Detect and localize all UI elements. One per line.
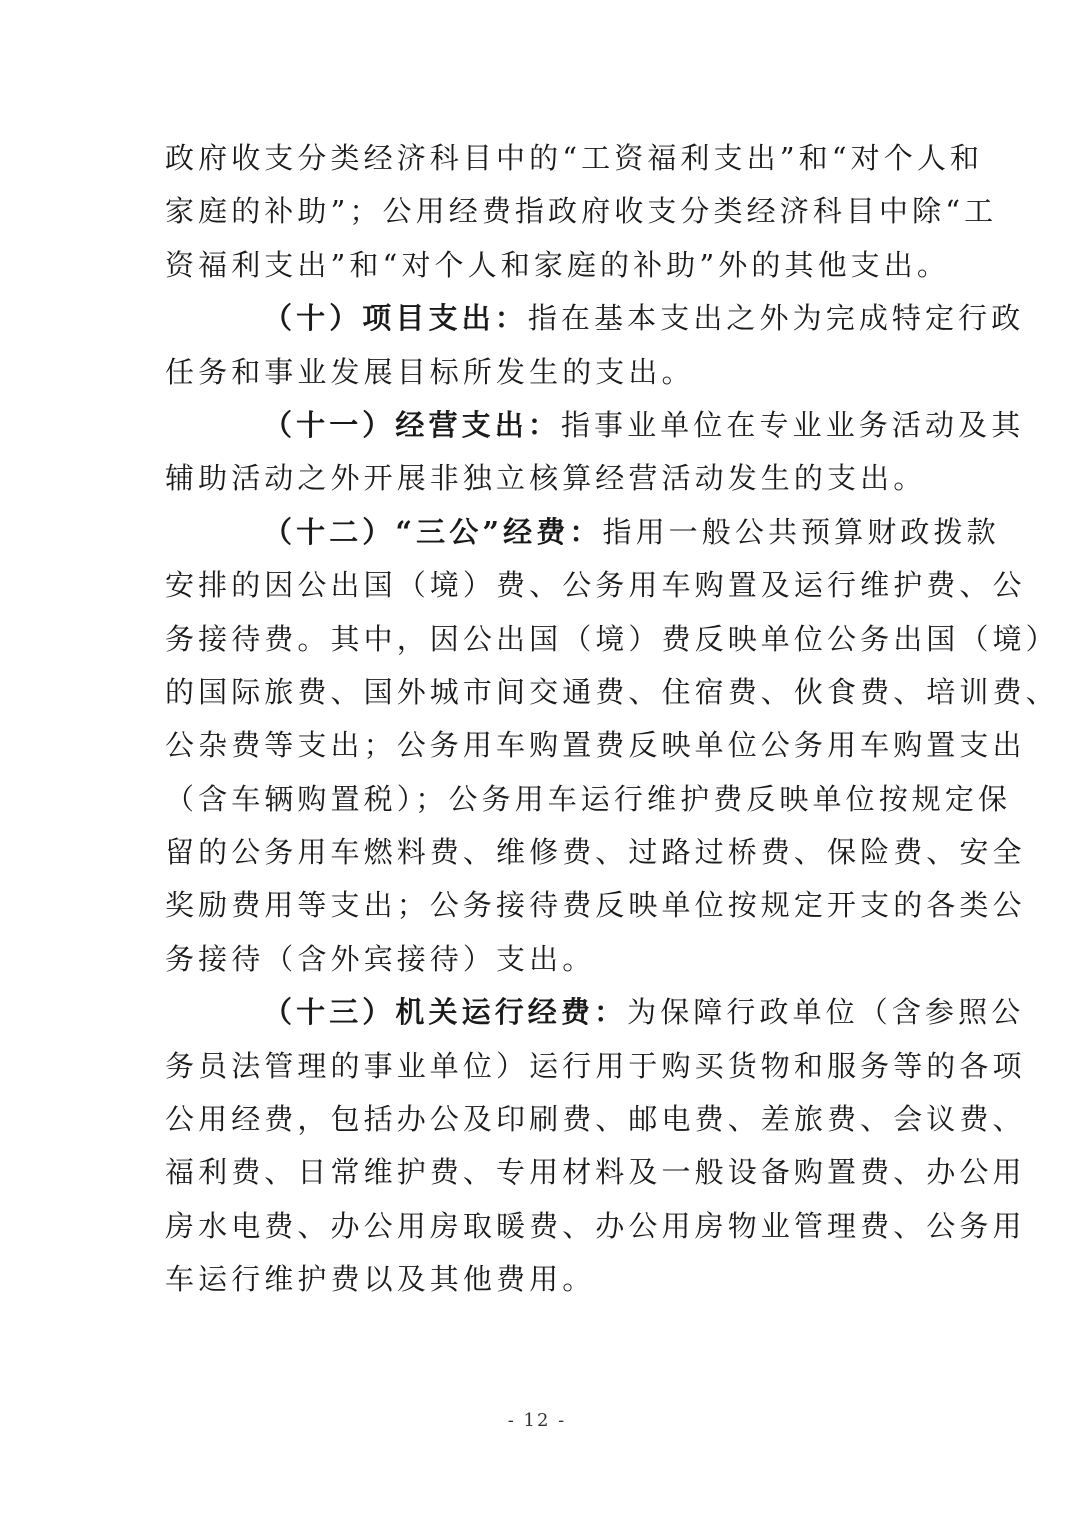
section-text: 为保障行政单位（含参照公: [627, 995, 1025, 1030]
text-line: 房水电费、办公用房取暖费、办公用房物业管理费、公务用: [165, 1208, 1026, 1243]
section-heading: （十）项目支出：: [263, 301, 528, 336]
text-line: 务接待（含外宾接待）支出。: [165, 941, 596, 976]
text-line: 奖励费用等支出；公务接待费反映单位按规定开支的各类公: [165, 888, 1026, 923]
page-number: - 12 -: [507, 1410, 567, 1431]
section-text: 指事业单位在专业业务活动及其: [560, 407, 1025, 442]
text-line: 留的公务用车燃料费、维修费、过路过桥费、保险费、安全: [165, 835, 1026, 870]
section-12-first-line: [165, 506, 1000, 559]
section-text: 指用一般公共预算财政拨款: [602, 514, 1000, 549]
text-line: 务员法管理的事业单位）运行用于购买货物和服务等的各项: [165, 1048, 1026, 1083]
text-line: 车运行维护费以及其他费用。: [165, 1262, 596, 1297]
section-13-first-line: [165, 986, 1025, 1039]
text-line: 任务和事业发展目标所发生的支出。: [165, 354, 695, 389]
text-line: 政府收支分类经济科目中的“工资福利支出”和“对个人和: [165, 141, 984, 175]
text-line: 资福利支出”和“对个人和家庭的补助”外的其他支出。: [165, 247, 950, 282]
section-heading: （十三）机关运行经费：: [263, 995, 628, 1030]
text-line: 家庭的补助”；公用经费指政府收支分类经济科目中除“工: [165, 194, 998, 229]
section-heading: （十二）“三公”经费：: [263, 514, 603, 549]
section-11-first-line: [165, 399, 1025, 452]
text-line: 福利费、日常维护费、专用材料及一般设备购置费、办公用: [165, 1155, 1026, 1190]
section-heading: （十一）经营支出：: [263, 407, 561, 442]
text-line: （含车辆购置税）；公务用车运行维护费反映单位按规定保: [165, 781, 1012, 816]
text-line: 辅助活动之外开展非独立核算经营活动发生的支出。: [165, 461, 927, 496]
section-10-first-line: [165, 292, 1025, 345]
text-line: 务接待费。其中，因公出国（境）费反映单位公务出国（境）: [165, 621, 1059, 656]
text-line: 公用经费，包括办公及印刷费、邮电费、差旅费、会议费、: [165, 1102, 1026, 1137]
text-line: 公杂费等支出；公务用车购置费反映单位公务用车购置支出: [165, 728, 1026, 763]
text-line: 安排的因公出国（境）费、公务用车购置及运行维护费、公: [165, 568, 1026, 603]
text-line: 的国际旅费、国外城市间交通费、住宿费、伙食费、培训费、: [165, 674, 1059, 709]
body-text: [165, 132, 1059, 1307]
section-text: 指在基本支出之外为完成特定行政: [527, 301, 1025, 336]
